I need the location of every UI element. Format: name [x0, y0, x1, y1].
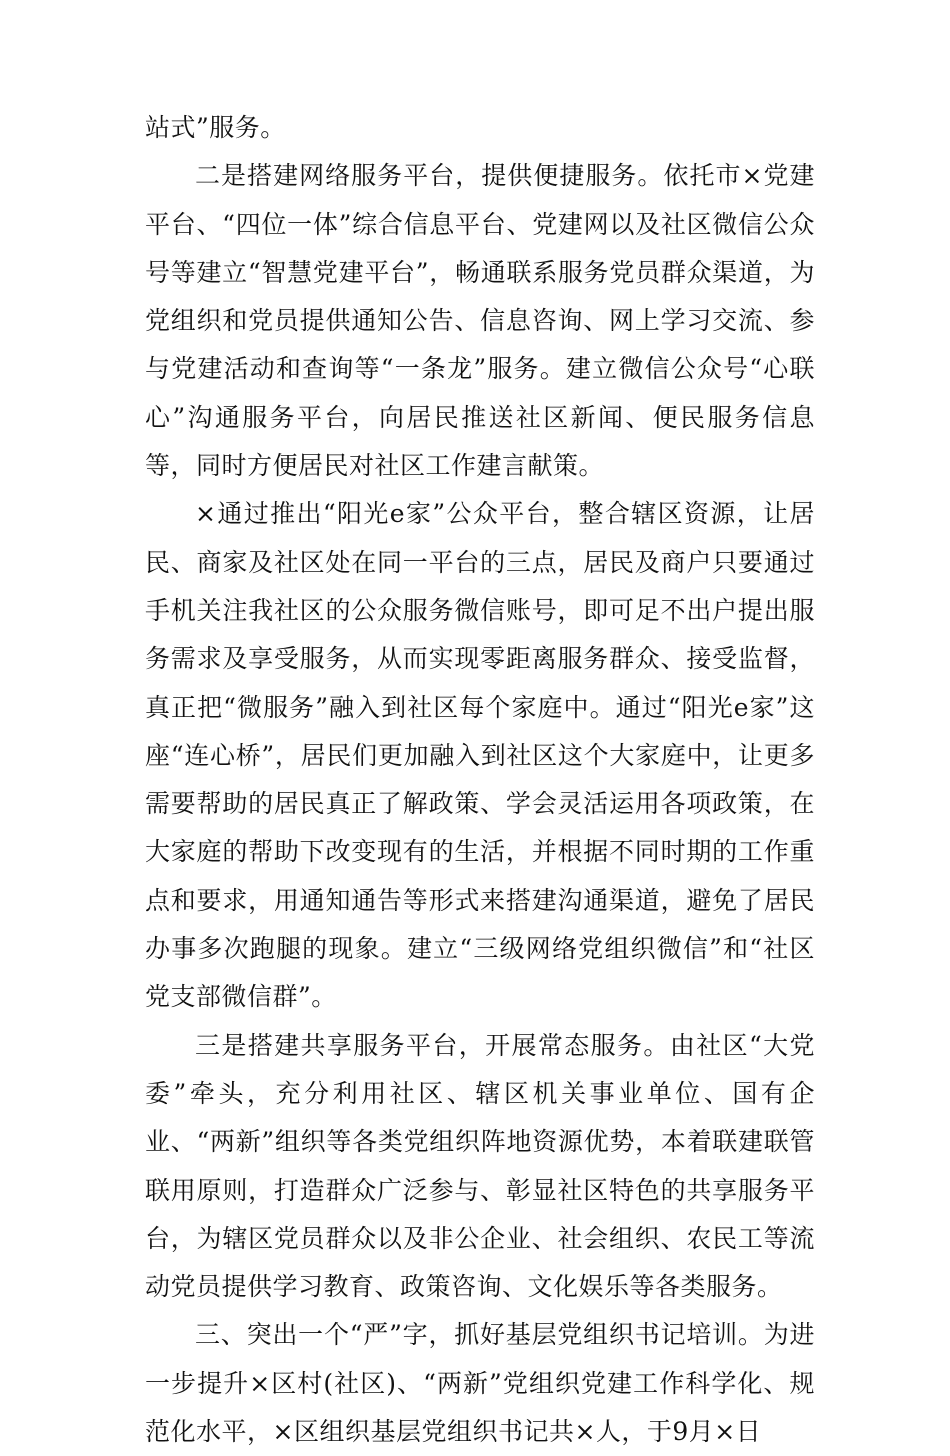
paragraph-sunshine-e-home: ×通过推出“阳光e家”公众平台，整合辖区资源，让居民、商家及社区处在同一平台的三点，居民及商户只要通过手机关注我社区的公众服务微信账号，即可足不出户提出服务需求及享受服务，从而实现零距离服务群众、接受监督，真正把“微服务”融入到社区每个家庭中。通过“阳光e家”这座“连心桥”，居民们更加融入到社区这个大家庭中，让更多需要帮助的居民真正了解政策、学会灵活运用各项政策，在大家庭的帮助下改变现有的生活，并根据不同时期的工作重点和要求，用通知通告等形式来搭建沟通渠道，避免了居民办事多次跑腿的现象。建立“三级网络党组织微信”和“社区党支部微信群”。 — [145, 499, 815, 1012]
paragraph-secretary-training: 三、突出一个“严”字，抓好基层党组织书记培训。为进一步提升×区村(社区)、“两新”党组织党建工作科学化、规范化水平，×区组织基层党组织书记共×人，于9月×日 — [145, 1320, 815, 1447]
paragraph-network-platform: 二是搭建网络服务平台，提供便捷服务。依托市×党建平台、“四位一体”综合信息平台、党建网以及社区微信公众号等建立“智慧党建平台”，畅通联系服务党员群众渠道，为党组织和党员提供通知公告、信息咨询、网上学习交流、参与党建活动和查询等“一条龙”服务。建立微信公众号“心联心”沟通服务平台，向居民推送社区新闻、便民服务信息等，同时方便居民对社区工作建言献策。 — [145, 161, 815, 481]
paragraph-shared-platform: 三是搭建共享服务平台，开展常态服务。由社区“大党委”牵头，充分利用社区、辖区机关事业单位、国有企业、“两新”组织等各类党组织阵地资源优势，本着联建联管联用原则，打造群众广泛参与、彰显社区特色的共享服务平台，为辖区党员群众以及非公企业、社会组织、农民工等流动党员提供学习教育、政策咨询、文化娱乐等各类服务。 — [145, 1030, 815, 1302]
paragraph-continuation: 站式”服务。 — [145, 113, 286, 142]
document-body — [145, 104, 815, 1456]
